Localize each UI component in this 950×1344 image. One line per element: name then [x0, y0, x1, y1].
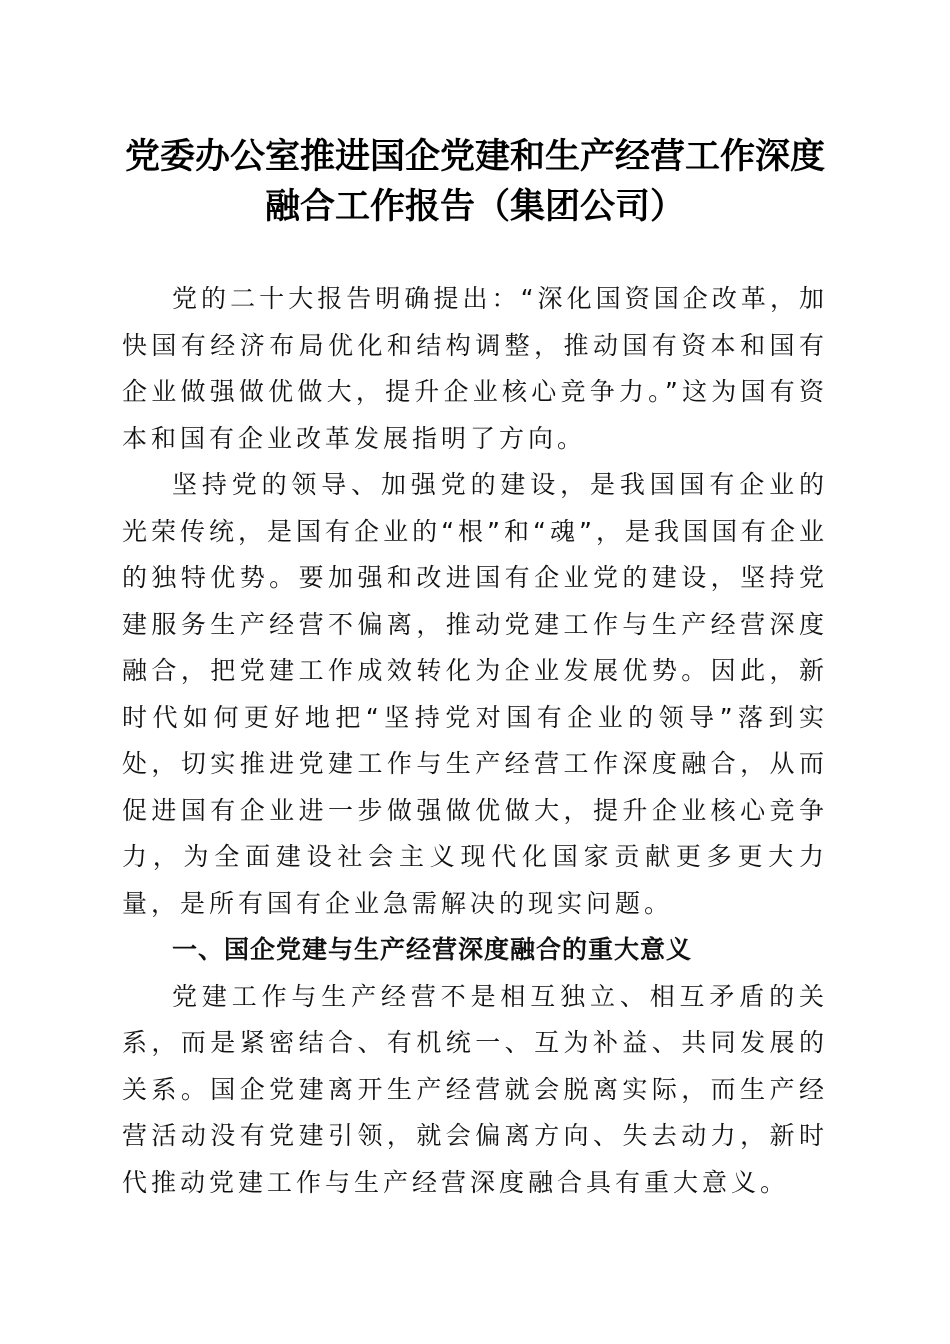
section-heading-1: 一、国企党建与生产经营深度融合的重大意义 [172, 935, 693, 964]
document-body [122, 276, 828, 1206]
paragraph-party-leadership: 坚持党的领导、加强党的建设，是我国国有企业的光荣传统，是国有企业的“根”和“魂”，是我国国有企业的独特优势。要加强和改进国有企业党的建设，坚持党建服务生产经营不偏离，推动党建工作与生产经营深度融合，把党建工作成效转化为企业发展优势。因此，新时代如何更好地把“坚持党对国有企业的领导”落到实处，切实推进党建工作与生产经营工作深度融合，从而促进国有企业进一步做强做优做大，提升企业核心竞争力，为全面建设社会主义现代化国家贡献更多更大力量，是所有国有企业急需解决的现实问题。 [122, 470, 828, 918]
paragraph-significance: 党建工作与生产经营不是相互独立、相互矛盾的关系，而是紧密结合、有机统一、互为补益、共同发展的关系。国企党建离开生产经营就会脱离实际，而生产经营活动没有党建引领，就会偏离方向、失去动力，新时代推动党建工作与生产经营深度融合具有重大意义。 [122, 981, 828, 1197]
document-title-line-1: 党委办公室推进国企党建和生产经营工作深度 [124, 136, 825, 177]
document-title-line-2: 融合工作报告（集团公司） [264, 186, 685, 227]
document-title [100, 132, 850, 232]
paragraph-intro: 党的二十大报告明确提出：“深化国资国企改革，加快国有经济布局优化和结构调整，推动国有资本和国有企业做强做优做大，提升企业核心竞争力。”这为国有资本和国有企业改革发展指明了方向。 [122, 284, 828, 453]
